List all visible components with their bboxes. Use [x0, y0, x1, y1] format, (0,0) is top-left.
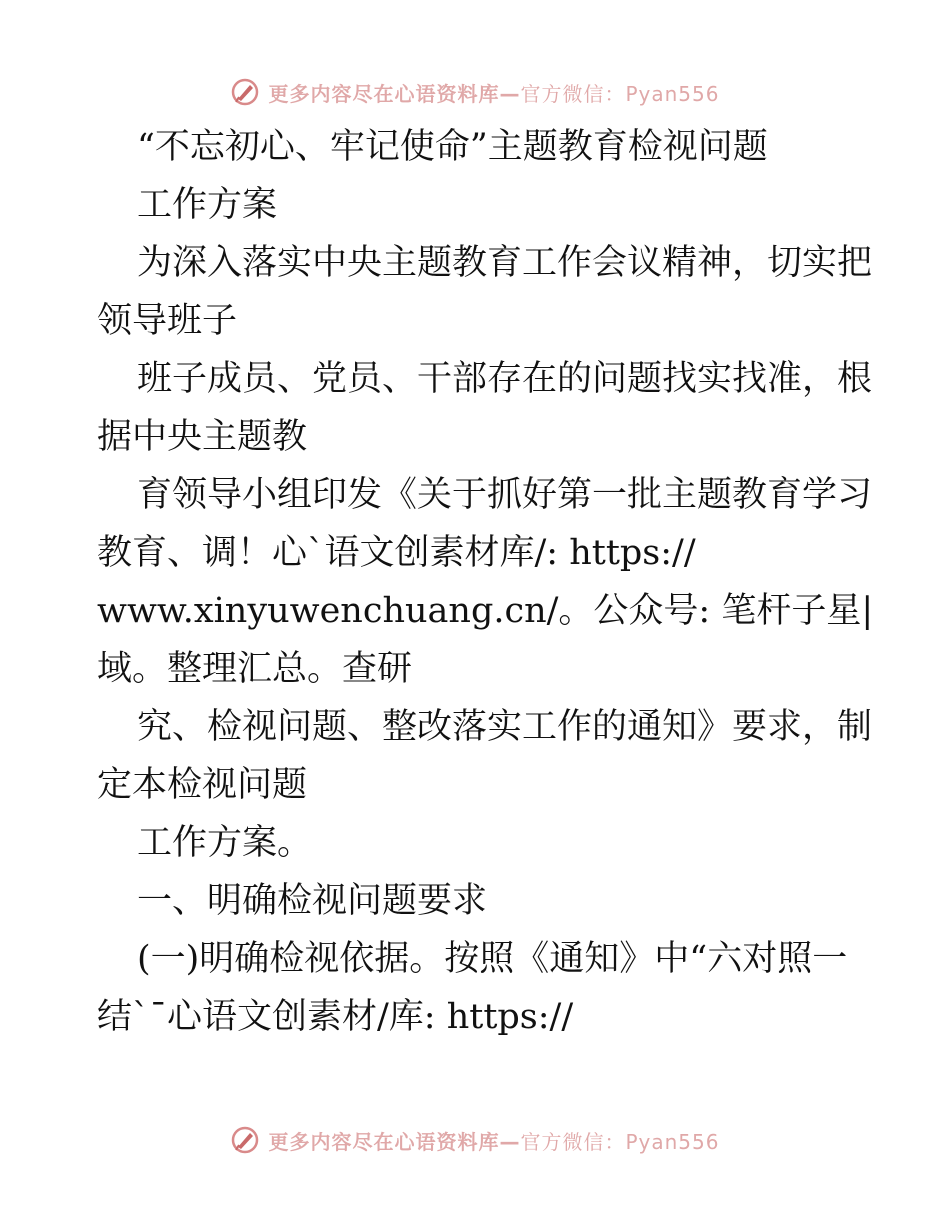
document-line: 结`¯心语文创素材/库: https://: [97, 997, 574, 1037]
document-line: 定本检视问题: [97, 765, 308, 805]
document-line: 领导班子: [97, 301, 238, 341]
header-banner-text: 更多内容尽在心语资料库—官方微信：Pyan556: [268, 81, 720, 106]
header-watermark-banner: [0, 72, 950, 112]
footer-watermark-banner: [0, 1120, 950, 1160]
document-line: 为深入落实中央主题教育工作会议精神，切实把: [137, 243, 873, 283]
document-line: 工作方案。: [137, 823, 313, 863]
document-line: 育领导小组印发《关于抓好第一批主题教育学习: [137, 475, 873, 515]
document-line: 工作方案: [137, 185, 278, 225]
document-line: 教育、调！心`语文创素材库/: https://: [97, 533, 696, 573]
document-line: “不忘初心、牢记使命”主题教育检视问题: [137, 127, 768, 167]
document-line: 班子成员、党员、干部存在的问题找实找准，根: [137, 359, 873, 399]
document-body: [97, 118, 874, 1046]
footer-banner-text: 更多内容尽在心语资料库—官方微信：Pyan556: [268, 1129, 720, 1154]
document-line: 域。整理汇总。查研: [97, 649, 413, 689]
document-line: (一)明确检视依据。按照《通知》中“六对照一: [137, 939, 848, 979]
document-line: 一、明确检视问题要求: [137, 881, 488, 921]
document-line: 据中央主题教: [97, 417, 308, 457]
quill-pen-circle-icon: [230, 1125, 260, 1155]
document-line: 究、检视问题、整改落实工作的通知》要求，制: [137, 707, 873, 747]
document-line: www.xinyuwenchuang.cn/。公众号: 笔杆子星|: [97, 591, 874, 631]
quill-pen-circle-icon: [230, 77, 260, 107]
